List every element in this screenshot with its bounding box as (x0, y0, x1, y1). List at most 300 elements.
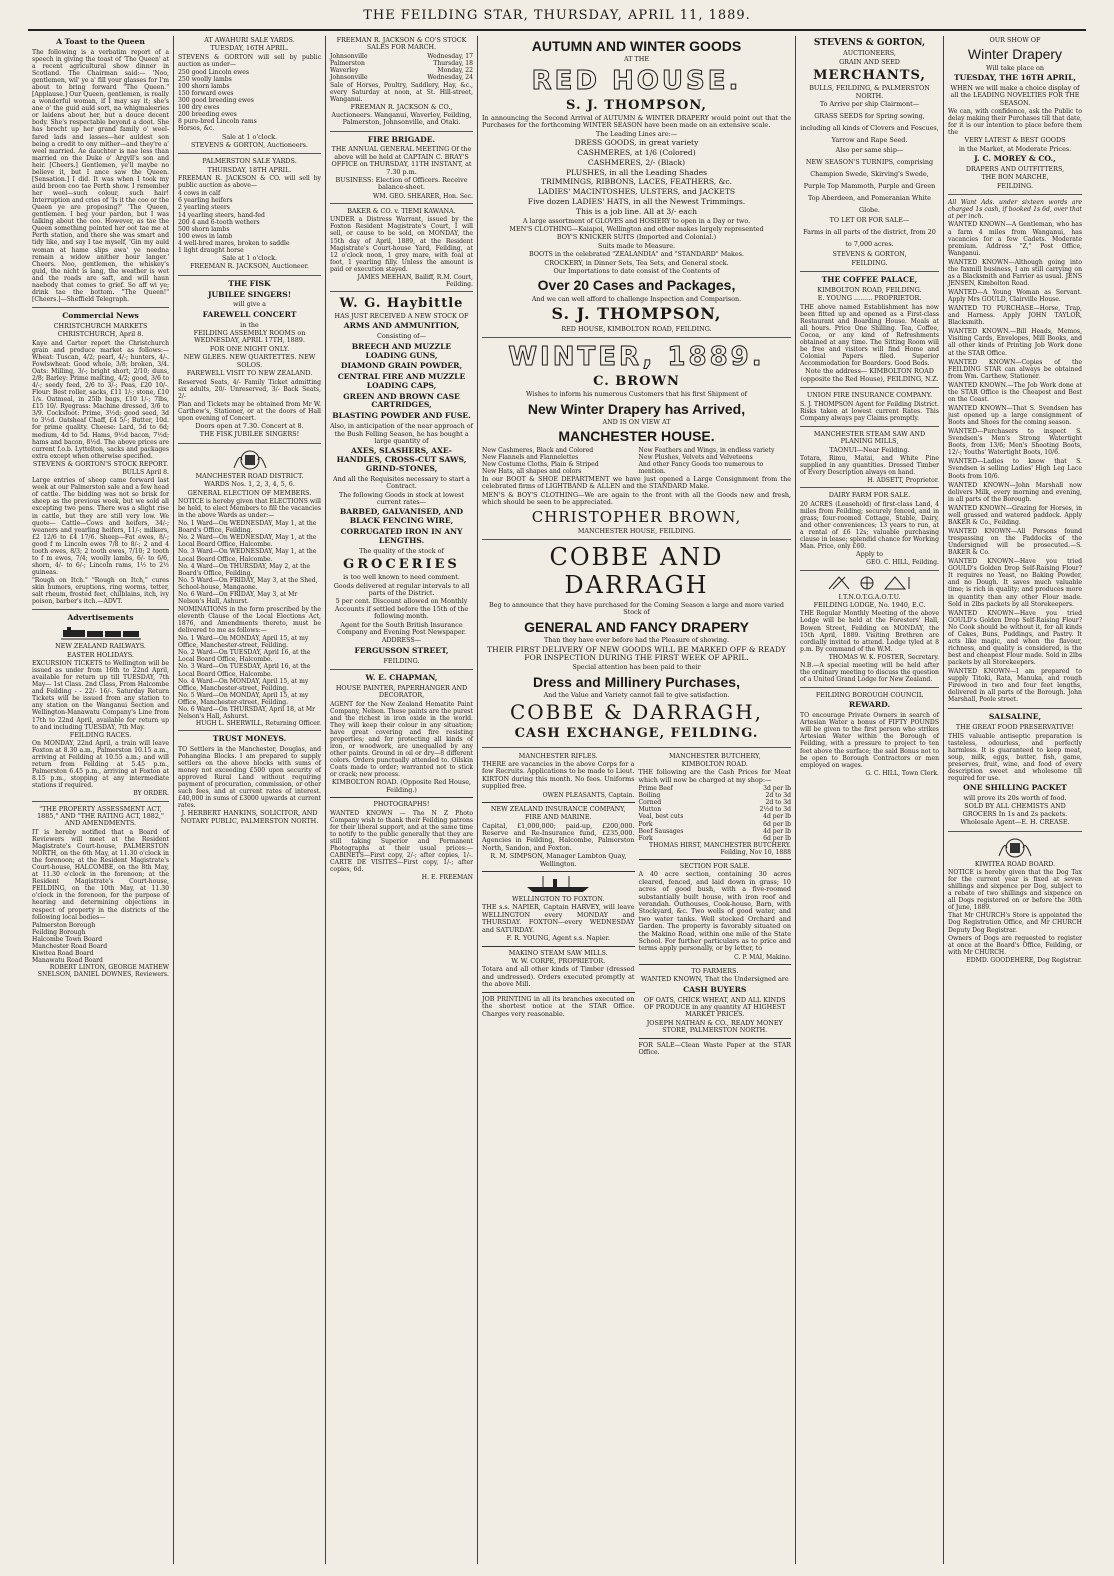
lodge-nb: N.B.—A special meeting will be held after the ordinary meeting to discuss the question of a United Grand Lodge for New Zealand. (800, 661, 939, 683)
trust-text: TO Settlers in the Manchester, Douglas, and Pohangina Blocks. I am prepared to supply settlers on the above blocks with sums of money not exceeding £500 upon security of approved Rural Land without requiring payment of procuration, commission, or other such fees, and at current rates of interest. £40,000 in sums of £3000 upwards at current rates. (178, 745, 321, 810)
markets-title: CHRISTCHURCH MARKETS (53, 321, 148, 330)
list-item: New Hats, all shapes and colors (482, 467, 582, 475)
knicker-text: BOY'S KNICKER SUITS (Imported and Colonial.) (556, 233, 717, 242)
commercial-title: Commercial News (62, 311, 139, 321)
property-notice (32, 806, 169, 979)
list-item: Palmerston Borough (32, 921, 96, 929)
list-item: 8 pure-bred Lincoln rams (178, 118, 257, 126)
easter-title: EASTER HOLIDAYS. (67, 650, 134, 659)
awahuri-date: TUESDAY, 16TH APRIL. (210, 44, 289, 53)
railways-ad (32, 614, 169, 801)
list-item: And other Fancy Goods too numerous to mention. (638, 460, 764, 475)
salsaline-ad (948, 713, 1082, 831)
cobbe-ad (482, 544, 791, 747)
divider (639, 1038, 792, 1039)
list-item: 6 yearling heifers (178, 197, 233, 205)
mrd-wards-list (178, 520, 321, 605)
autumn-title: AUTUMN AND WINTER GOODS (531, 38, 742, 54)
kiwitea-notice (948, 836, 1082, 964)
photo-text: WANTED KNOWN — The N Z Photo Company wish to thank their Feilding patrons for their liberal support, and at the same time to notify to the public generally that they are still taking Superior and Permanent Photographs at their usual prices:—CABINETS—First copy, 2/-; after copies, 1/-. CARTE DE VISITES—First copy, 1/-; after copies, 6d. (330, 809, 473, 874)
sg-arrive: To Arrive per ship Clairmont— (819, 100, 920, 109)
hay-item: CENTRAL FIRE AND MUZZLE LOADING CAPS, (337, 372, 466, 390)
hay-agent: Agent for the South British Insurance Company and Evening Post Newspaper. (336, 620, 466, 637)
council-reward (800, 692, 939, 777)
wanted-ad: WANTED KNOWN.—The Job Work done at the STAR Office is the Cheapest and Best on the Coast. (948, 381, 1082, 403)
markets-text: Kaye and Carter report the Christchurch grain and produce market as follows:—Wheat: Tuscan, 4/2; pearl, 4/-; hunters, 4/-. Fowlswheat: Good whole, 3/8; broken, 3/4. Oats: Milling, 3/-; bright short, 2/10; duns, 2/8; Barley: Prime malting, 4/2; good, 3/6 to 4/-; seedy feed, 2/6 to 3/-; Peas, £20 10/-. Flour: Best roller, sacks, £11 1/-; stone, £10 1/s. Oatmeal, in 25lb bags, £10 1/-; 7lbs, £15 10/. Ryegrass: Machine dressed, 3/6 to 3/9. Cocksfoot: Prime, 3½d; good seed, 3d to 3½d. Oatsheaf Chaff, £4 5/-; Butter, 10d. for prime quality. Cheese: Lard, 5d to 6d; medium, 4d to 5d. Hams, 9½d bacon, 7½d; hams and bacon, 8½d. The above prices are current f.o.b. Lyttelton, sacks and packages extra except when otherwise specified. (32, 339, 169, 460)
nzins-text: Capital, £1,000,000; paid-up, £200,000. Reserve and Re-Insurance fund, £235,000. Agencies in Feilding, Halcombe, Palmerston North, Sandon, and Foxton. (482, 821, 635, 852)
wanted-ad: WANTED KNOWN—I am prepared to supply Titoki, Rata, Manuka, and rough Firewood in two and four feet lengths, delivered in all parts of the Borough. John Marshall, Poole street. (948, 668, 1082, 704)
list-item: 2 yearling steers (178, 204, 230, 212)
fj-day: Wednesday, 17 (427, 52, 473, 60)
list-item: No. 3 Ward—On WEDNESDAY, May 1, at the Local Board Office, Halcombe. (178, 548, 317, 563)
sg-farms: Farms in all parts of the district, from 20 to 7,000 acres. (803, 227, 936, 249)
column-5 (796, 36, 944, 1564)
divider (639, 964, 792, 965)
price-row (639, 821, 792, 828)
price-item: Veal, best cuts (638, 813, 684, 821)
wanted-ad: WANTED KNOWN—That S. Svendsen has just opened up a large consignment of Boots and Shoes for the coming season. (948, 404, 1082, 427)
line-item: CASHMERES, 2/- (Black) (587, 157, 686, 167)
fisk-give: will give a (232, 300, 266, 309)
wanted-ad: WANTED—Purchasers to inspect S. Svendsen's Men's Strong Watertight Boots, from 13/6; Men's Shooting Boots, 12/-; Youths' Watertight Boots, 10/6. (948, 428, 1082, 457)
line-item: TRIMMINGS, RIBBONS, LACES, FEATHERS, &c. (540, 177, 733, 187)
salsaline-agent: Wholesale Agent—E. H. CREASE. (960, 818, 1070, 827)
list-item: 250 good Lincoln ewes (178, 68, 250, 76)
sg-let: TO LET OR FOR SALE— (829, 216, 910, 225)
fisk-prices: Reserved Seats, 4/- Family Ticket admitting six adults, 20/- Unreserved, 3/- Back Seats, 2/- (178, 378, 321, 400)
train-icon (61, 626, 141, 640)
kiwitea-text-2: That Mr CHURCH's Store is appointed the Dog Registration Office, and Mr CHURCH Deputy Dog Registrar. (948, 912, 1082, 934)
sg-sign: STEVENS & GORTON, (832, 250, 907, 259)
markets-date: CHRISTCHURCH, April 8. (57, 330, 144, 339)
coffee-address: KIMBOLTON ROAD, FEILDING. (817, 285, 922, 294)
announce-text: In announcing the Second Arrival of AUTUMN & WINTER DRAPERY would point out that the Purchases for the forthcoming WINTER SEASON have been made on an extensive scale. (482, 113, 791, 130)
hay-wire: BARBED, GALVANISED, AND BLACK FENCING WIRE, (339, 507, 464, 526)
list-item: 200 4 and 6-tooth wethers (178, 218, 260, 226)
cobbe-title-2: COBBE & DARRAGH, (509, 700, 764, 725)
coffee-note: Note the address— KIMBOLTON ROAD (opposite the Red House), FEILDING, N.Z. (800, 367, 939, 383)
lodge-text: THE Regular Monthly Meeting of the above Lodge will be held at the Foresters' Hall, Bowen Street, Feilding on MONDAY, the 15th April, 1889. Visiting Brethren are cordially invited to attend. Lodge tyled at 8 p.m. By command of the W.M. (800, 610, 939, 653)
job-text: JOB PRINTING in all its branches executed on the shortest notice at the STAR Office. Charges very reasonable. (482, 994, 635, 1018)
farmers-sign: JOSEPH NATHAN & CO., READY MONEY STORE, PALMERSTON NORTH. (646, 1018, 783, 1035)
autumn-at: AT THE (623, 55, 650, 64)
column-3 (326, 36, 478, 1564)
want-note: All Want Ads. under sixteen words are charged 1s cash, if booked 1s 6d, over that at per inch. (948, 199, 1082, 221)
sg-title: STEVENS & GORTON, (813, 38, 926, 48)
baker-title: BAKER & CO. v. TIEMI KAWANA. (347, 206, 456, 215)
hay-consisting: Consisting of— (377, 332, 426, 341)
list-item: 500 shorn lambs (178, 225, 230, 233)
line-item: DRESS GOODS, in great variety (574, 138, 699, 148)
brigade-text: THE ANNUAL GENERAL MEETING Of the above will be held at CAPTAIN C. BRAY'S OFFICE on THURSDAY, 11TH INSTANT, at 7.30 p.m. (331, 145, 472, 176)
pn-text: FREEMAN R. JACKSON & CO. will sell by public auction as above— (178, 175, 321, 190)
stockreport-title: STEVENS & GORTON'S STOCK REPORT. (32, 459, 169, 468)
awahuri-text: STEVENS & GORTON will sell by public auction as under— (178, 53, 321, 68)
wanted-ad: WANTED KNOWN—Copies of the FEILDING STAR can always be obtained from Wm. Carthew, Stationer. (948, 358, 1082, 380)
masthead: THE FEILDING STAR, THURSDAY, APRIL 11, 1889. (28, 8, 1086, 31)
union-fire-ad (800, 392, 939, 427)
newspaper-page (28, 36, 1086, 1564)
list-item: No. 1 Ward—On WEDNESDAY, May 1, at the Board's Office, Feilding. (178, 520, 317, 535)
dairy-title: DAIRY FARM FOR SALE. (828, 491, 911, 500)
fj-place: Waverley (330, 66, 359, 74)
crockery-text: CROCKERY, in Dinner Sets, Tea Sets, and General stock. (544, 258, 729, 267)
pn-date: THURSDAY, 18TH APRIL. (207, 165, 292, 174)
hay-axes: AXES, SLASHERS, AXE-HANDLES, CROSS-CUT SAWS, GRIND-STONES, (336, 446, 467, 473)
price-row (639, 785, 792, 792)
salsaline-sub: THE GREAT FOOD PRESERVATIVE! (955, 723, 1075, 732)
paper-text: FOR SALE—Clean Waste Paper at the STAR Office. (638, 1040, 791, 1057)
price-value: 3d per lb (763, 785, 791, 793)
brigade-sign: WM. GEO. SHEARER, Hon. Sec. (373, 192, 473, 200)
fisk-doors: Doors open at 7.30. Concert at 8. (195, 421, 304, 430)
list-item: No. 6 Ward—On FRIDAY, May 3, at Mr Nelson's Hall, Ashurst. (178, 590, 298, 605)
line-item: This is a job line. All at 3/- each (576, 206, 697, 216)
fj-sign: FREEMAN R. JACKSON & CO., Auctioneers. Wanganui, Waverley, Feilding, Palmerston, Johnsonville, and Otaki. (331, 103, 472, 127)
fisk-glees: NEW GLEES. NEW QUARTETTES. NEW SOLOS. (183, 353, 316, 369)
saw-title: MANCHESTER STEAM SAW AND PLANING MILLS, (813, 429, 926, 446)
dress-title: Dress and Millinery Purchases, (533, 673, 740, 690)
list-item: No. 3 Ward—On TUESDAY, April 16, at the Local Board Office, Halcombe. (178, 663, 311, 678)
brown-name: C. BROWN (593, 374, 680, 390)
awahuri-sale (178, 37, 321, 154)
hay-discount: 5 per cent. Discount allowed on Monthly Accounts if settled before the 15th of the following month. (334, 597, 469, 621)
stockreport-text: Large entries of sheep came forward last week at our Palmerston sale and a few head of cattle. The bidding was not so brisk for sheep as the previous week, but we sold all excepting two pens. There was a slight rise in cattle, but they are still very low. We quote— Cattle—Cows and heifers, 34/-; weaners and yearling heifers, 11/-; milkers, £2 12/6 to £4 17/6. Sheep—Fat ewes, 8/-; good f m Lincoln ewes 7/8 to 8/-; 2 and 4 tooth ewes, 8/3; 2 tooth ewes, 7/10; 2 tooth to f m ewes, 7/4; woolly lambs, 6/- to 6/6, shorn, 4/- to 6/-; Lincoln rams, 1½ to 2½ guineas. (32, 477, 169, 577)
importations-text: Our Importations to date consist of the Contents of (553, 267, 720, 276)
price-value: 2½d to 3d (759, 806, 791, 814)
dress-note: And the Value and Variety cannot fail to give satisfaction. (543, 690, 730, 699)
coat-of-arms-icon (230, 448, 270, 470)
list-item: No. 5 Ward—On FRIDAY, May 3, at the Shed, School-house, Mangaone. (178, 576, 318, 591)
gloves-text: A large assortment of GLOVES and HOSIERY to open in a Day or two. (522, 216, 751, 225)
show-title: OUR SHOW OF (989, 36, 1041, 44)
column-1 (28, 36, 174, 1564)
chap-title: W. E. CHAPMAN, (365, 673, 438, 683)
steamship-icon (523, 875, 593, 893)
mrd-sign: HUGH L. SHERWILL, Returning Officer. (195, 719, 321, 727)
divider (330, 797, 473, 798)
sg-auct: AUCTIONEERS, (843, 49, 896, 58)
hay-item: GREEN AND BROWN CASE CARTRIDGES, (343, 391, 460, 410)
dairy-farm-ad (800, 492, 939, 570)
farmers-wanted: WANTED KNOWN, That the Undersigned are (640, 975, 789, 984)
stockreport-date: BULLS April 8. (122, 469, 169, 477)
dairy-text: 20 ACRES (Leasehold) of first-class Land, 4 miles from Feilding; securely fenced, and in grass; four-roomed Cottage, Stable, Dairy, and other conveniences; 13 years to run, at a rental of £6 12s; valuable purchasing clause in lease; splendid chance for Working Man. Price, only £60. (800, 500, 939, 550)
list-item: No. 4 Ward—On THURSDAY, May 2, at the Board's Office, Feilding. (178, 562, 311, 577)
property-title: "THE PROPERTY ASSESSMENT ACT, 1885," AND "THE RATING ACT, 1882," AND AMENDMENTS. (37, 804, 164, 828)
jackson-sales (330, 37, 473, 132)
list-item: New Flannels and Flannelettes (482, 453, 579, 461)
rifles-title: MANCHESTER RIFLES. (518, 751, 598, 760)
saw-mills-ad (800, 431, 939, 489)
list-item: New Cashmeres, Black and Colored (482, 446, 594, 454)
price-value: 2d to 3d (765, 799, 791, 807)
butch-sign: THOMAS HIRST, MANCHESTER BUTCHERY. Feilding, Nov 10, 1888 (649, 841, 791, 856)
property-text: IT is hereby notified that a Board of Reviewers will meet at the Resident Magistrate's Court-house, PALMERSTON NORTH, on the 6th May, at 11.30 o'clock in the forenoon; at the Resident Magistrate's Court-house, HALCOMBE, on the 8th May, at 11.30 o'clock in the forenoon; at the Resident Magistrate's Court-house, FEILDING, on the 10th May, at 11.30 o'clock in the forenoon, for the purpose of hearing and determining objections in respect of property in the districts of the following local bodies— (32, 828, 169, 921)
list-item: 1 light draught horse (178, 246, 244, 254)
advertisements-title: Advertisements (67, 613, 134, 623)
show-text: WHEN we will make a choice display of all the LEADING NOVELTIES FOR THE SEASON. (950, 83, 1080, 107)
price-item: Corned (638, 799, 662, 807)
mrd-wards: WARDS Nos. 1, 2, 3, 4, 5, 6. (204, 480, 295, 489)
fisk-concert-title: FAREWELL CONCERT (202, 309, 297, 319)
list-item: No. 5 Ward—On MONDAY, April 15, at my Office, Manchester-street, Feilding. (178, 691, 309, 706)
fisk-plan: Plan and Tickets may be obtained from Mr W. Carthew's, Stationer, or at the doors of Hall upon evening of Concert. (178, 400, 321, 422)
price-row (639, 828, 792, 835)
union-text: S. J. THOMPSON Agent for Feilding District. Risks taken at lowest current Rates. This Company always pay Claims promptly. (800, 400, 939, 422)
wanted-ad: WANTED KNOWN—All Persons found trespassing on the Paddocks of the Undersigned will be prosecuted.—S. BAKER & Co. (948, 527, 1082, 557)
races-sign: BY ORDER. (133, 790, 169, 798)
hay-known: is too well known to need comment. (343, 573, 460, 582)
column-4 (478, 36, 796, 1564)
fj-day: Monday, 22 (437, 66, 473, 74)
kiwitea-sign: EDMD. GOODEHERE, Dog Registrar. (966, 956, 1082, 964)
nzins-sign: R. M. SIMPSON, Manager Lambton Quay, Wellington. (490, 852, 627, 868)
iot-title: I.T.N.O.T.G.A.O.T.U. (838, 592, 901, 601)
column-6 (944, 36, 1086, 1564)
brown-lists (482, 447, 791, 475)
fisk-night: FOR ONE NIGHT ONLY. (209, 344, 290, 353)
salsaline-shilling: ONE SHILLING PACKET (963, 783, 1067, 793)
line-item: CASHMERES, at 1/6 (Colored) (577, 147, 696, 157)
mrd-nom-list (178, 635, 321, 720)
bon-marche-text: THE BON MARCHE, (981, 173, 1049, 182)
kiwitea-text-3: Owners of Dogs are requested to register at once at the Board's Office, Feilding, or with Mr CHURCH. (948, 934, 1082, 956)
mrd-election: GENERAL ELECTION OF MEMBERS. (187, 488, 312, 497)
races-title: FEILDING RACES. (69, 730, 132, 739)
fisk-farewell: FAREWELL VISIT TO NEW ZEALAND. (186, 369, 313, 378)
chapman-ad (330, 674, 473, 881)
wanted-ad: WANTED KNOWN—John Marshall now delivers Milk, every morning and evening, in all parts of the Borough. (948, 481, 1082, 503)
saw-sign: H. ADSETT, Proprietor. (867, 477, 939, 485)
hay-item: DIAMOND GRAIN POWDER, (340, 361, 463, 371)
section-text: A 40 acre section, containing 30 acres cleared, fenced, and laid down in grass; 10 acres of good bush, with a five-roomed substantially built house, with iron roof and verandah. Outhouses, Cook-house, Barn, with Stockyard, &c. Two wells of good water, and two water tanks. Well stocked Orchard and Garden. The property is favorably situated on the Makino Road, within one mile of the State School. For further particulars as to price and terms apply personally, or by letter, to (638, 870, 791, 953)
mens-text: MEN'S CLOTHING—Kaiapoi, Wellington and other makes largely represented (509, 224, 764, 233)
thompson-address: RED HOUSE, KIMBOLTON ROAD, FEILDING. (561, 324, 712, 333)
general-title: GENERAL AND FANCY DRAPERY (524, 618, 749, 635)
brigade-title: FIRE BRIGADE. (367, 134, 436, 144)
hay-address-label: ADDRESS— (381, 636, 422, 645)
left-list (482, 447, 635, 475)
list-item: 200 breeding ewes (178, 111, 237, 119)
bodies-list (32, 922, 169, 964)
mrd-notice: NOTICE is hereby given that ELECTIONS will be held, to elect Members to fill the vacancies in the above Wards as under:— (178, 498, 321, 520)
price-row (639, 799, 792, 806)
hay-arms: ARMS AND AMMUNITION, (343, 321, 460, 331)
thompson-name: S. J. THOMPSON, (566, 97, 707, 113)
salsaline-text: THIS valuable antiseptic preparation is tasteless, odourless, and perfectly harmless. It is guaranteed to keep meat, soup, milk, eggs, butter, fish, game, preserves, fruit, wine, and food of every description sweet and wholesome till required for use. (948, 732, 1082, 783)
nzins-sub: FIRE AND MARINE. (524, 813, 592, 822)
saw-sub: TAONUI—Near Feilding. (829, 445, 910, 454)
salsaline-title: SALSALINE, (988, 712, 1042, 722)
union-title: UNION FIRE INSURANCE COMPANY. (806, 391, 933, 400)
hay-address: FERGUSSON STREET, (354, 645, 449, 655)
cbrown-name: CHRISTOPHER BROWN, (531, 507, 742, 526)
invite-text: And we can well afford to challenge Inspection and Comparison. (531, 294, 742, 303)
price-value: 6d per lb (763, 820, 791, 828)
line-item: LADIES' MACINTOSHES, ULSTERS, and JACKETS (537, 187, 736, 197)
farmers-text: OF OATS, CHICK WHEAT, AND ALL KINDS OF PRODUCE in any quantity AT HIGHEST MARKET PRICES. (643, 995, 786, 1019)
fj-place: Johnsonville (330, 74, 368, 82)
hay-item: BLASTING POWDER AND FUSE. (332, 411, 471, 421)
fj-place: Johnsonville (330, 52, 368, 60)
morey-town: FEILDING. (996, 181, 1033, 190)
awahuri-items (178, 69, 321, 133)
wanted-ad: WANTED KNOWN—Have you tried GOULD's Golden Drop Self-Raising Flour? No Cook should be without it, for all kinds of Cakes, Buns, Puddings, and Pastry. It acts like magic, and when the flavour, richness, and quality is considered, is the best and cheapest Flour made. Sold in 2lbs packets by all Storekeepers. (948, 609, 1082, 667)
fj-row (330, 53, 473, 60)
list-item: 4 cows in calf (178, 190, 221, 198)
coffee-text: THE above named Establishment has now been fitted up and opened as a First-class Restaurant and Boarding House. Meals at all hours. Price One Shilling. Tea, Coffee, Cocoa, or any kind of Refreshments obtained at any time. The Sitting Room will be free and visitors will find Home and Colonial Papers filed. Superior Accommodation for Boarders. Good Beds. (800, 303, 939, 368)
divider (482, 871, 635, 872)
mrd-title: MANCHESTER ROAD DISTRICT. (195, 471, 304, 480)
list-item: 100 dry ewes (178, 104, 220, 112)
list-item: Feilding Borough (32, 928, 86, 936)
list-item: No. 4 Ward—On MONDAY, April 15, at my Office, Manchester-street, Feilding. (178, 677, 309, 692)
wanted-ad: WANTED—Ladies to know that S. Svendsen is selling Ladies' High Leg Lace Boots from 10/6. (948, 458, 1082, 480)
brown-intro: Wishes to inform his numerous Customers that his first Shipment of (526, 390, 747, 399)
fj-row (330, 67, 473, 74)
suits-text: Suits made to Measure. (597, 241, 676, 250)
cobbe-before: Than they have ever before had the Pleasure of showing. (544, 636, 729, 645)
pn-sign: FREEMAN R. JACKSON, Auctioneer. (190, 262, 309, 271)
lines-label: The Leading Lines are:— (595, 129, 678, 138)
commercial-news (32, 312, 169, 610)
mhouse-title: MANCHESTER HOUSE. (558, 428, 715, 445)
chap-text: AGENT for the New Zealand Hematite Paint Company, Nelson. These paints are the purest and the richest in iron oxide in the world. They will keep their colour in any situation; have great covering and fire resisting properties; and for protecting all kinds of iron, or woodwork, are unequalled by any other paints. Ground in oil or dry—8 different colors. Orders punctually attended to. Oilskin Coats made to order; warranted not to stick or crack; new process. (330, 700, 473, 779)
show-market: in the Market, at Moderate Prices. (958, 144, 1072, 153)
price-item: Mutton (638, 806, 662, 814)
onview-text: AND IS ON VIEW AT (602, 418, 671, 426)
wanted-ad: WANTED KNOWN—A Gentleman, who has a farm 4 miles from Wanganui, has vacancies for a few Cadets. Moderate premium. Address "Z," Post Office, Wanganui. (948, 221, 1082, 257)
butch-text: THE following are the Cash Prices for Meat which will now be charged at my shop:— (638, 768, 791, 784)
railways-title: NEW ZEALAND RAILWAYS. (55, 642, 146, 651)
mak-owner: W. W. CORPE, PROPRIETOR. (511, 957, 606, 965)
foxton-text: THE s.s. NAPIER, Captain HARVEY, will leave WELLINGTON every MONDAY and THURSDAY. FOXTON—every WEDNESDAY and SATURDAY. (482, 903, 635, 934)
wanted-ads (948, 199, 1082, 709)
price-row (639, 835, 792, 842)
list-item: 4 well-bred mares, broken to saddle (178, 239, 290, 247)
divider (482, 946, 635, 947)
reward-text: TO encourage Private Owners in search of Artesian Water a bonus of FIFTY POUNDS will be given to the first person who strikes Artesian Water within the Borough of Feilding, with a pressure to project to ten feet above the surface; the said Bonus not to be open to Borough Contractors or men employed on wages. (800, 712, 939, 769)
pn-title: PALMERSTON SALE YARDS. (202, 157, 297, 166)
wanted-ad: WANTED KNOWN.—Bill Heads, Memos, Visiting Cards, Envelopes, Mill Books, and all other kinds of Printing Job Work done at the STAR Office. (948, 328, 1082, 357)
cbrown-address: MANCHESTER HOUSE, FEILDING. (577, 526, 696, 535)
coffee-palace-ad (800, 276, 939, 388)
sg-town: FEILDING. (851, 258, 888, 267)
awahuri-title: AT AWAHURI SALE YARDS. (204, 36, 295, 44)
rifles-text: THERE are vacancies in the above Corps for a few Recruits. Applications to be made to Lieut. KIRTON during this month. No fees. Uniforms supplied free. (482, 759, 635, 791)
list-item: No. 2 Ward—On WEDNESDAY, May 1, at the Local Board Office, Halcombe. (178, 534, 317, 549)
show-place: Will take place on (986, 63, 1044, 72)
column-2 (174, 36, 326, 1564)
fisk-in: in the (240, 320, 259, 329)
mak-text: Totara and all other kinds of Timber (dressed and undressed). Orders executed promptly at the above Mill. (482, 965, 635, 989)
price-value: 4d per lb (763, 827, 791, 835)
list-item: Halcombe Town Board (32, 935, 103, 943)
line-item: PLUSHES, in all the Leading Shades (565, 167, 708, 177)
over20-title: Over 20 Cases and Packages, (537, 277, 736, 294)
toast-article (32, 38, 169, 308)
price-value: 2d to 3d (765, 792, 791, 800)
divider (482, 802, 635, 803)
hay-text: HAS JUST RECEIVED A NEW STOCK OF (334, 312, 469, 321)
hay-needful: And all the Requisites necessary to start a Contract. (332, 474, 470, 491)
brigade-business: BUSINESS: Election of Officers. Receive balance-sheet. (335, 176, 468, 192)
fisk-sign: THE FISK JUBILEE SINGERS! (199, 430, 300, 439)
list-item: No. 6 Ward—On THURSDAY, April 18, at Mr Nelson's Hall, Ashurst. (178, 705, 315, 720)
red-house-ad (482, 38, 791, 338)
races-text: On MONDAY, 22nd April, a train will leave Foxton at 8.30 a.m., Palmerston 10.15 a.m., arriving at Feilding at 10.55 a.m.; and will return from Feilding at 5.45 p.m., Palmerston 6.45 p.m., arriving at Foxton at 8.15 p.m., stopping at any intermediate stations if required. (32, 740, 169, 790)
list-item: New Plushes, Velvets and Velveteens (638, 453, 753, 461)
cash-exchange: CASH EXCHANGE, FEILDING. (514, 726, 759, 742)
hay-groceries: GROCERIES (343, 557, 460, 573)
sg-grass: GRASS SEEDS for Spring sowing, including all kinds of Clovers and Fescues, Yarrow and Rape Seed. (800, 111, 939, 144)
haybittle-ad (330, 296, 473, 670)
boot-dept-text: In our BOOT & SHOE DEPARTMENT we have just opened a Large Consignment from the celebrated firms of LIGHTBAND & ALLEN and the STANDARD Make. (482, 474, 791, 491)
arrived-title: New Winter Drapery has Arrived, (527, 400, 746, 417)
cobbe-intro: Beg to announce that they have purchased for the Coming Season a large and more varied Stock of (488, 601, 785, 617)
special-text: Special attention has been paid to their (572, 663, 701, 672)
drapers-text: DRAPERS AND OUTFITTERS, (965, 165, 1065, 174)
farmers-title: TO FARMERS. (691, 966, 739, 975)
hay-title: W. G. Haybittle (339, 295, 464, 311)
fj-row (330, 74, 473, 81)
lower-right (639, 752, 792, 1058)
fj-title: FREEMAN R. JACKSON & CO'S STOCK SALES FOR MARCH. (336, 36, 467, 52)
lodge-title: FEILDING LODGE, No. 1940, E.C. (813, 600, 926, 609)
sg-address: BULLS, FEILDING, & PALMERSTON NORTH. (809, 84, 930, 100)
pn-items (178, 190, 321, 254)
list-item: No. 2 Ward—On TUESDAY, April 16, at the Local Board Office, Halcombe. (178, 649, 311, 664)
hay-delivered: Goods delivered at regular intervals to all parts of the District. (333, 581, 470, 597)
property-sign: ROBERT LINTON, GEORGE MATHEW SNELSON, DANIEL DOWNES, Reviewers. (37, 964, 169, 979)
morey-name: J. C. MOREY & CO., (974, 154, 1056, 164)
section-title: SECTION FOR SALE. (679, 861, 750, 870)
coat-of-arms-icon (995, 836, 1035, 858)
pn-sale-time: Sale at 1 o'clock. (221, 253, 278, 262)
hay-town: FEILDING. (383, 656, 420, 665)
manchester-road-district (178, 448, 321, 731)
divider (482, 992, 635, 993)
butch-title: MANCHESTER BUTCHERY, (668, 751, 761, 760)
mrd-nom: NOMINATIONS in the form prescribed by the eleventh Clause of the Local Elections Act, 1876, and Amendments thereto, must be delivered to me as follows:— (178, 605, 321, 635)
section-sign: C. P. MAI, Makino. (734, 953, 791, 961)
first-delivery: THEIR FIRST DELIVERY OF NEW GOODS WILL BE MARKED OFF & READY FOR INSPECTION DURING THE FIRST WEEK OF APRIL. (487, 644, 786, 663)
fj-row (330, 60, 473, 67)
toast-text: The following is a verbatim report of a speech in giving the toast of 'The Queen' at a recent agricultural show dinner in Scotland. The Chairman said:— 'Noo, gentlemen, wil' ye a' fill your glasses for I'm about to bring forward "The Queen." [Applause.] Our Queen, gentlemen, is really a wonderful woman, if I may say it; she's ane o' the guid auld sort, na whigmaleeries or laidens about her, but a douce decent body. She's respectable beyond a doot. She has brocht up her grand family o' weel-fared lads and lasses—her auldest son being a credit to ony mither—and they're a' weel married. Ae dauchter is nae less than married on the Duke o' Argyll's son and heir. [Cheers.] Gentlemen, ye'll maybe no believe it, but I ance saw the Queen. [Sensation.] I did. It was when I took my auld broon coo tae Perth show. I remember her weel—such colour, such hair! Interruption and cries of 'Is it the coo or the Queen ye are proposing?' 'The Queen, gentlemen. I beg your pardon, but I was talking about the coo. However, as tae the Queen something pointed her oot tae me at Perth station, and there she was smart and tidy like, and say I tae myself, 'Gin my auld woman at hame slips awa' ye needna remain a widow anither hour langer.' Cheers. Noo, gentlemen, the whiskey's guid, the nicht is lang, the weather is wet and the roads are saft, and will haun naebody that comes to grief. So aff wi ye; drink tae the bottom. "The Queen!" [Cheers.]—Sheffield Telegraph. (32, 48, 169, 303)
fisk-subtitle: JUBILEE SINGERS! (207, 289, 292, 299)
foxton-sign: F. R. YOUNG, Agent s.s. Napier. (506, 934, 610, 943)
list-item: Horses, &c. (178, 125, 215, 133)
council-title: FEILDING BOROUGH COUNCIL (815, 691, 924, 700)
show-latest: VERY LATEST & BEST GOODS (964, 136, 1066, 145)
brown-ad (482, 342, 791, 540)
list-item: 100 shorn lambs (178, 83, 230, 91)
price-item: Prime Beef (638, 785, 673, 793)
rough-text: "Rough on Itch." "Rough on Itch," cures skin humors, eruptions, ring worms, tetter, salt rheum, frosted feet, chilblains, itch, ivy poison, barber's itch.—ADVT. (32, 577, 169, 606)
saw-text: Totara, Rimu, Matai, and White Pine supplied in any quantities. Dressed Timber of Every Description always on hand. (800, 454, 939, 477)
price-value: 4d per lb (763, 813, 791, 821)
rifles-sign: OWEN PLEASANTS, Captain. (542, 791, 635, 799)
nzins-title: NEW ZEALAND INSURANCE COMPANY, (490, 804, 626, 813)
list-item: No. 1 Ward—On MONDAY, April 15, at my Office, Manchester-street, Feilding. (178, 635, 309, 650)
wanted-ad: WANTED—A Young Woman as Servant. Apply Mrs GOULD, Clairville House. (948, 289, 1082, 304)
baker-sign: JAMES MEEHAN, Bailiff, R.M. Court, Feilding. (357, 273, 473, 288)
list-item: New Feathers and Wings, in endless variety (638, 446, 775, 454)
stevens-gorton-ad (800, 38, 939, 272)
butch-sub: KIMBOLTON ROAD. (681, 759, 748, 768)
easter-text: EXCURSION TICKETS to Wellington will be issued as under from 16th to 22nd April, available for return up till TUESDAY, 7th May— 1st Class. 2nd Class, From Halcombe and Feilding - - 22/- 16/-. Saturday Return Tickets will be issued from any station to any station on the Wanganui Section and Wellington-Manawatu Company's Line from 17th to 22nd April, available for return up to and including TUESDAY, 7th May. (32, 660, 169, 731)
